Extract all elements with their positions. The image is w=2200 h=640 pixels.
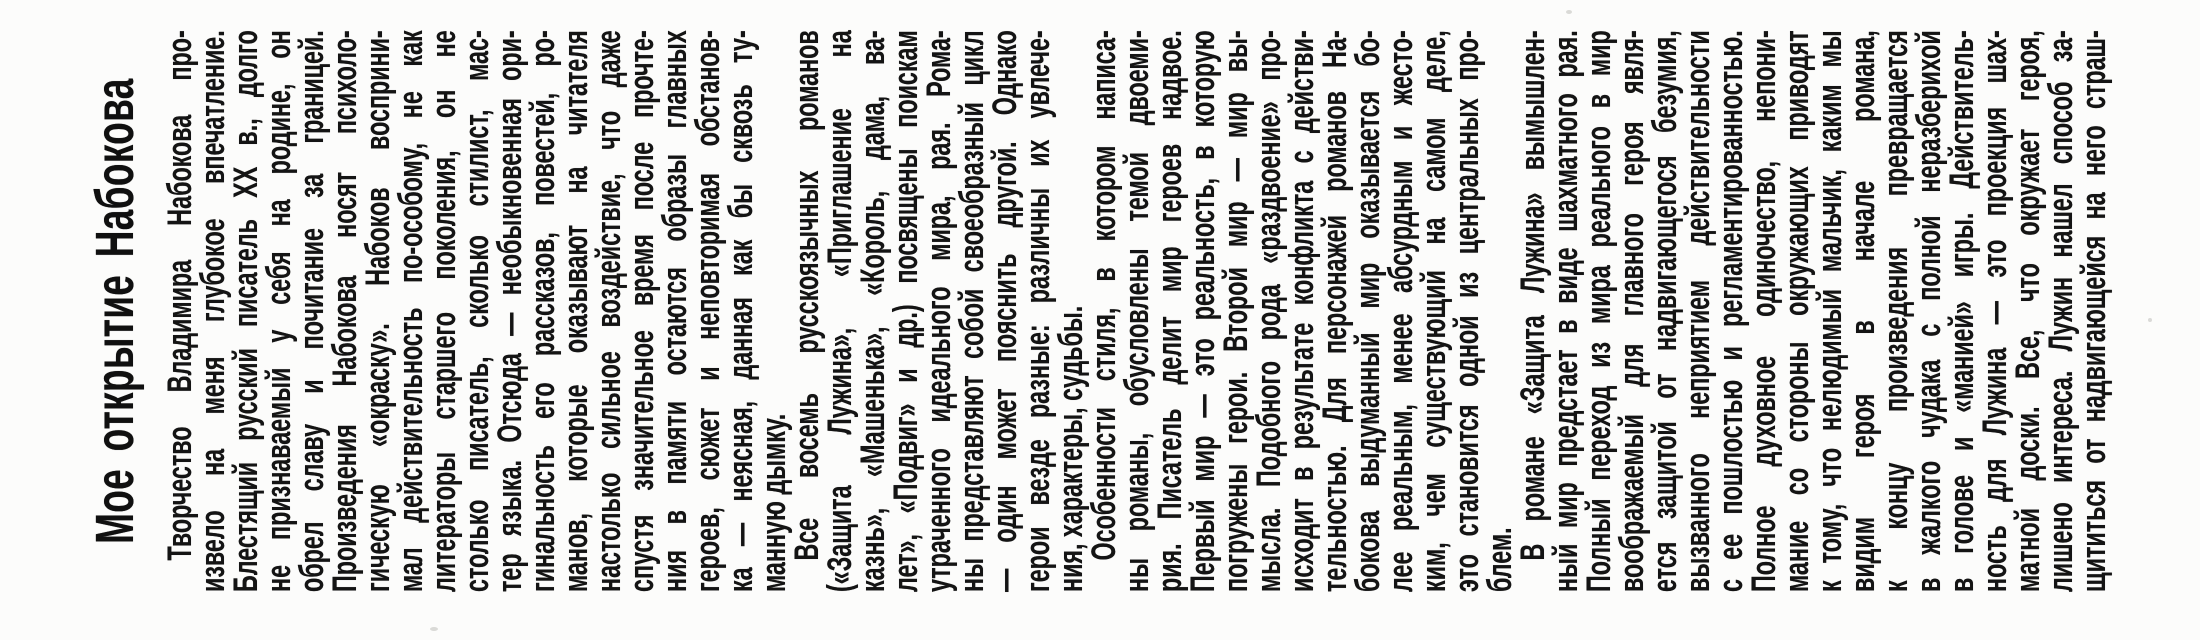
essay-body bbox=[161, 0, 2113, 592]
text-line: героев, сюжет и неповторимая обстанов- bbox=[689, 30, 727, 592]
text-line: видим героя в начале романа, bbox=[1844, 30, 1882, 592]
text-line: мысла. Подобного рода «раздвоение» про- bbox=[1250, 30, 1288, 592]
text-line: ка — неясная, данная как бы сквозь ту- bbox=[722, 30, 760, 592]
text-line: ким, чем существующий на самом деле, bbox=[1415, 30, 1453, 592]
text-line: с ее пошлостью и регламентированностью. bbox=[1712, 30, 1750, 592]
text-line: ность для Лужина — это проекция шах- bbox=[1976, 30, 2014, 592]
text-line: ния в памяти остаются образы главных bbox=[656, 30, 694, 592]
text-line: к концу произведения превращается bbox=[1877, 30, 1915, 592]
text-line: мание со стороны окружающих приводят bbox=[1778, 30, 1816, 592]
text-line: обрел славу и почитание за границей. bbox=[293, 30, 331, 592]
text-line: Произведения Набокова носят психоло- bbox=[326, 30, 364, 592]
text-line: настолько сильное воздействие, что даже bbox=[590, 30, 628, 592]
text-line: в жалкого чудака с полной неразберихой bbox=[1910, 30, 1948, 592]
text-line: блем. bbox=[1481, 527, 1519, 592]
text-line: исходит в результате конфликта с действи- bbox=[1283, 30, 1321, 592]
text-line: Творчество Владимира Набокова про- bbox=[161, 30, 199, 561]
text-line: В романе «Защита Лужина» вымышлен- bbox=[1514, 30, 1552, 561]
text-line: литераторы старшего поколения, он не bbox=[425, 30, 463, 592]
text-line: в голове и «манией» игры. Действитель- bbox=[1943, 30, 1981, 592]
text-line: манов, которые оказывают на читателя bbox=[557, 30, 595, 592]
scan-speck bbox=[430, 627, 438, 631]
text-line: манную дымку. bbox=[755, 413, 793, 592]
text-line: гинальность его рассказов, повестей, ро- bbox=[524, 30, 562, 592]
text-line: казнь», «Машенька», «Король, дама, ва- bbox=[854, 30, 892, 592]
text-line: тельностью. Для персонажей романов На- bbox=[1316, 30, 1354, 592]
text-line: ный мир предстает в виде шахматного рая. bbox=[1547, 30, 1585, 592]
text-line: вызванного неприятием действительности bbox=[1679, 30, 1717, 592]
text-line: не признаваемый у себя на родине, он bbox=[260, 30, 298, 592]
text-line: бокова выдуманный мир оказывается бо- bbox=[1349, 30, 1387, 592]
text-line: ется защитой от надвигающегося безумия, bbox=[1646, 30, 1684, 592]
text-line: тер языка. Отсюда — необыкновенная ори- bbox=[491, 30, 529, 592]
text-line: щититься от надвигающейся на него страш- bbox=[2075, 30, 2113, 592]
text-line: Полный переход из мира реального в мир bbox=[1580, 30, 1618, 592]
text-line: лет», «Подвиг» и др.) посвящены поискам bbox=[887, 30, 925, 592]
essay-title: Мое открытие Набокова bbox=[85, 78, 145, 544]
text-line: утраченного идеального мира, рая. Рома- bbox=[920, 30, 958, 592]
scan-speck bbox=[2148, 318, 2152, 322]
text-line: — один может пояснить другой. Однако bbox=[986, 30, 1024, 592]
text-line: матной доски. Все, что окружает героя, bbox=[2009, 30, 2047, 592]
text-line: ны романы, обусловлены темой двоеми- bbox=[1118, 30, 1156, 592]
text-line: ния, характеры, судьбы. bbox=[1052, 305, 1090, 592]
text-line: лишено интереса. Лужин нашел способ за- bbox=[2042, 30, 2080, 592]
scan-speck bbox=[1566, 10, 1572, 14]
text-line: к тому, что нелюдимый мальчик, каким мы bbox=[1811, 30, 1849, 592]
text-line: извело на меня глубокое впечатление. bbox=[194, 30, 232, 592]
text-line: мал действительность по-особому, не как bbox=[392, 30, 430, 592]
text-line: лее реальным, менее абсурдным и жесто- bbox=[1382, 30, 1420, 592]
text-line: Блестящий русский писатель XX в., долго bbox=[227, 30, 265, 592]
text-line: погружены герои. Второй мир — мир вы- bbox=[1217, 30, 1255, 592]
text-line: («Защита Лужина», «Приглашение на bbox=[821, 30, 859, 592]
text-line: герои везде разные: различны их увлече- bbox=[1019, 30, 1057, 592]
text-line: гическую «окраску». Набоков восприни- bbox=[359, 30, 397, 592]
text-line: Все восемь русскоязычных романов bbox=[788, 30, 826, 561]
text-line: Полное духовное одиночество, непони- bbox=[1745, 30, 1783, 592]
text-line: столько писатель, сколько стилист, мас- bbox=[458, 30, 496, 592]
text-line: Особенности стиля, в котором написа- bbox=[1085, 30, 1123, 561]
text-line: спустя значительное время после прочте- bbox=[623, 30, 661, 592]
text-line: рия. Писатель делит мир героев надвое. bbox=[1151, 30, 1189, 592]
text-line: воображаемый для главного героя явля- bbox=[1613, 30, 1651, 592]
text-line: ны представляют собой своеобразный цикл bbox=[953, 30, 991, 592]
text-line: это становится одной из центральных про- bbox=[1448, 30, 1486, 592]
text-line: Первый мир — это реальность, в которую bbox=[1184, 30, 1222, 592]
